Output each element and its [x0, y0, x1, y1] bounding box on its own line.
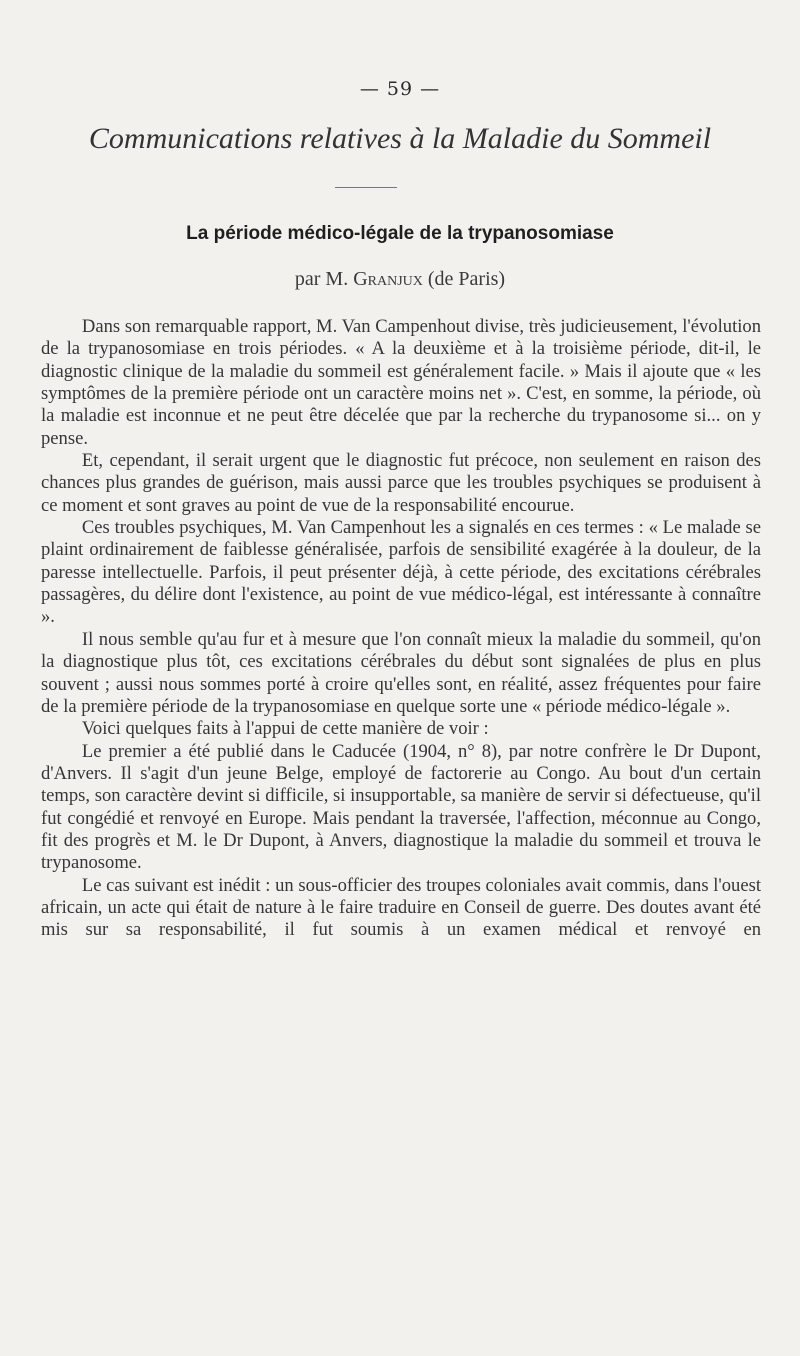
- byline-prefix: par M.: [294, 268, 354, 290]
- paragraph: Le cas suivant est inédit : un sous-officier des troupes coloniales avait commis, dans l'ouest africain, un acte qui était de nature à le faire traduire en Conseil de guerre. Des doutes avant été mis sur sa responsabilité, il fut soumis à un examen médical et renvoyé en: [41, 874, 761, 941]
- paragraph: Voici quelques faits à l'appui de cette manière de voir :: [81, 718, 489, 740]
- article-title: La période médico-légale de la trypanosomiase: [186, 223, 614, 244]
- title-divider: [335, 187, 397, 188]
- paragraph: Et, cependant, il serait urgent que le diagnostic fut précoce, non seulement en raison des chances plus grandes de guérison, mais aussi parce que les troubles psychiques se produisent à ce moment et sont graves au point de vue de la responsabilité encourue.: [41, 450, 761, 516]
- byline-suffix: (de Paris): [422, 268, 506, 290]
- byline: [0, 268, 800, 291]
- article-body: [41, 316, 761, 942]
- author-name: Granjux: [353, 268, 423, 290]
- page-number: — 59 —: [359, 78, 441, 100]
- paragraph: Il nous semble qu'au fur et à mesure que l'on connaît mieux la maladie du sommeil, qu'on la diagnostique plus tôt, ces excitations cérébrales du début sont signalées de plus en plus souvent ; aussi nous sommes porté à croire qu'elles sont, en réalité, assez fréquentes pour faire de la première période de la trypanosomiase en quelque sorte une « période médico-légale ».: [41, 628, 761, 717]
- paragraph: Le premier a été publié dans le Caducée (1904, n° 8), par notre confrère le Dr Dupont, d'Anvers. Il s'agit d'un jeune Belge, employé de factorerie au Congo. Au bout d'un certain temps, son caractère devint si difficile, si insupportable, sa manière de servir si défectueuse, qu'il fut congédié et renvoyé en Europe. Mais pendant la traversée, l'affection, méconnue au Congo, fit des progrès et M. le Dr Dupont, à Anvers, diagnostique la maladie du sommeil et trouva le trypanosome.: [41, 740, 761, 874]
- section-title: Communications relatives à la Maladie du Sommeil: [88, 122, 712, 155]
- paragraph: Ces troubles psychiques, M. Van Campenhout les a signalés en ces termes : « Le malade se plaint ordinairement de faiblesse généralisée, parfois de sensibilité exagérée à la douleur, de la paresse intellectuelle. Parfois, il peut présenter déjà, à cette période, des excitations cérébrales passagères, du délire dont l'existence, au point de vue médico-légal, est intéressante à connaître ».: [41, 517, 761, 628]
- paragraph: Dans son remarquable rapport, M. Van Campenhout divise, très judicieusement, l'évolution de la trypanosomiase en trois périodes. « A la deuxième et à la troisième période, dit-il, le diagnostic clinique de la maladie du sommeil est généralement facile. » Mais il ajoute que « les symptômes de la première période ont un caractère moins net ». C'est, en somme, la période, où la maladie est inconnue et ne peut être décelée que par la recherche du trypanosome si... on y pense.: [41, 316, 761, 449]
